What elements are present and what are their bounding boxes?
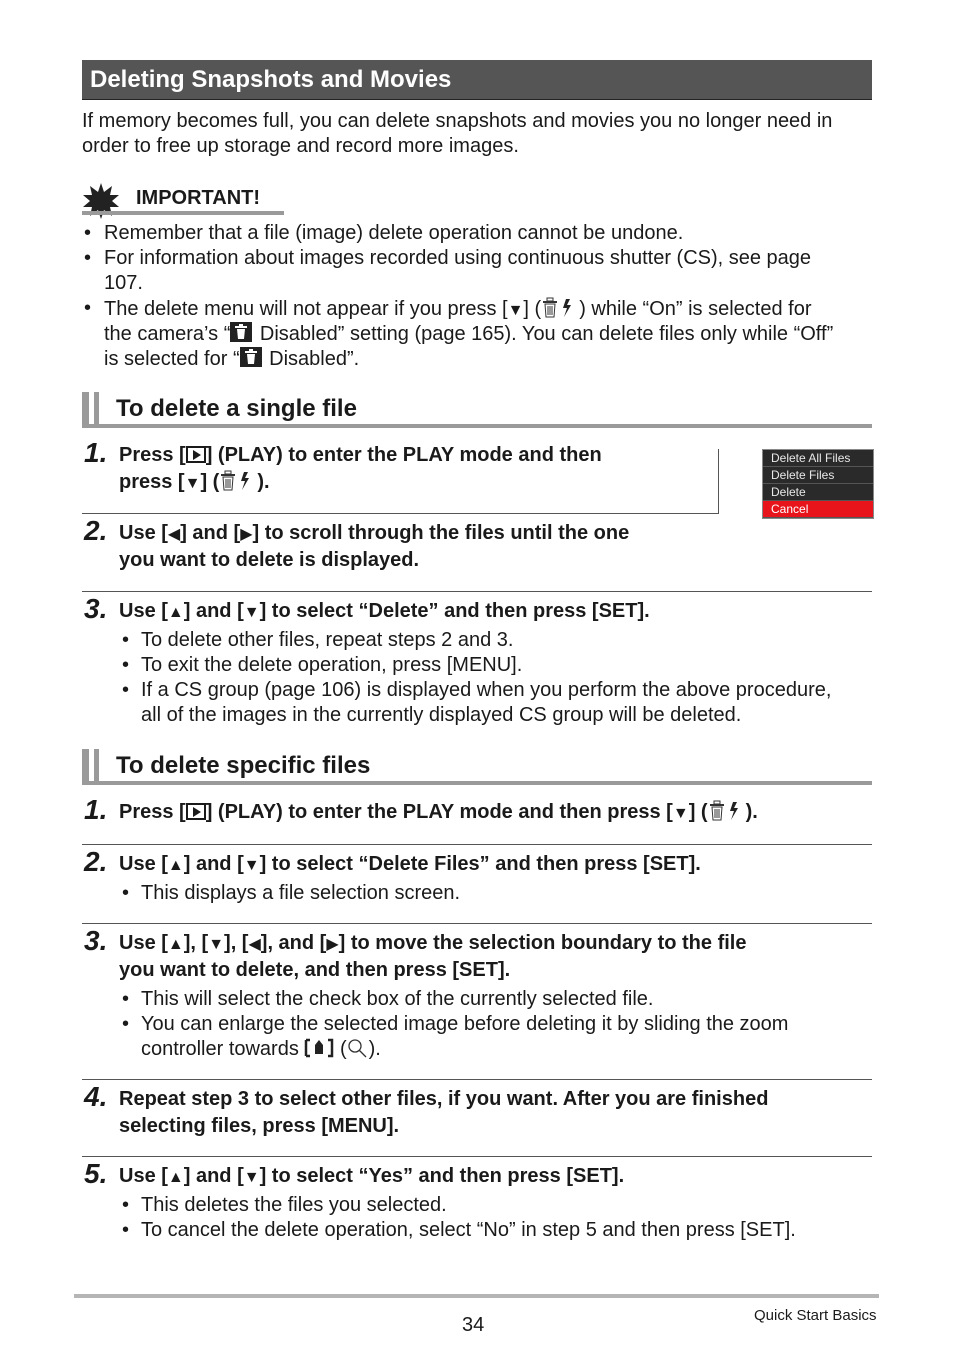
bullet-dot: • [122, 629, 130, 651]
step-number: 2. [84, 515, 108, 546]
spec-step-2: Use [▲] and [▼] to select “Delete Files” and then press [SET]. [119, 853, 701, 875]
down-arrow-icon: ▼ [208, 936, 225, 953]
step-2-line-1: Use [◀] and [▶] to scroll through the files until the one [119, 522, 630, 544]
step-3-line-1: Use [▲] and [▼] to select “Delete” and then press [SET]. [119, 600, 650, 622]
step-3-bullet-3-line-1: If a CS group (page 106) is displayed when you perform the above procedure, [141, 679, 832, 701]
up-arrow-icon: ▲ [167, 1169, 184, 1186]
intro-line-1: If memory becomes full, you can delete snapshots and movies you no longer need in [82, 110, 833, 132]
step-number: 3. [84, 593, 108, 624]
left-arrow-icon: ◀ [248, 936, 261, 953]
spec-step-3-line-1: Use [▲], [▼], [◀], and [▶] to move the selection boundary to the file [119, 932, 747, 954]
footer-section-name: Quick Start Basics [754, 1307, 877, 1324]
important-label: IMPORTANT! [136, 187, 261, 209]
delete-disabled-icon [240, 346, 264, 368]
step-divider [82, 513, 719, 514]
menu-item-delete-all: Delete All Files [763, 450, 873, 467]
delete-disabled-icon [230, 321, 254, 343]
step-2-line-2: you want to delete is displayed. [119, 549, 420, 571]
bullet-dot: • [122, 988, 130, 1010]
spec-step-5: Use [▲] and [▼] to select “Yes” and then press [SET]. [119, 1165, 625, 1187]
trash-flash-icon [219, 469, 257, 491]
step-number: 4. [84, 1081, 108, 1112]
bullet-dot: • [84, 247, 92, 269]
bullet-dot: • [122, 654, 130, 676]
step-3-bullet-2: To exit the delete operation, press [MENU]. [141, 654, 523, 676]
important-bullet-3-line-2: the camera’s “ Disabled” setting (page 165). You can delete files only while “Off” [104, 323, 834, 345]
spec-step-3-bullet-2-line-2: controller towards ( ). [141, 1038, 381, 1060]
important-bullet-3-line-1: The delete menu will not appear if you press [▼] ( ) while “On” is selected for [104, 298, 812, 320]
important-bullet-2-line-1: For information about images recorded using continuous shutter (CS), see page [104, 247, 812, 269]
spec-step-4-line-1: Repeat step 3 to select other files, if you want. After you are finished [119, 1088, 769, 1110]
section-title: To delete a single file [116, 395, 357, 422]
section-heading-single [82, 392, 872, 428]
step-divider [718, 449, 719, 513]
bullet-dot: • [122, 679, 130, 701]
delete-menu-screenshot [762, 449, 874, 519]
bullet-dot: • [84, 222, 92, 244]
trash-flash-icon [708, 799, 746, 821]
step-number: 1. [84, 794, 108, 825]
important-bullet-3-line-3: is selected for “ Disabled”. [104, 348, 360, 370]
important-bullet-2-line-2: 107. [104, 272, 143, 294]
down-arrow-icon: ▼ [672, 805, 689, 822]
step-divider [82, 1079, 872, 1080]
step-3-bullet-3-line-2: all of the images in the currently displayed CS group will be deleted. [141, 704, 742, 726]
step-divider [82, 591, 872, 592]
left-arrow-icon: ◀ [167, 526, 181, 543]
down-arrow-icon: ▼ [243, 857, 260, 874]
right-arrow-icon: ▶ [240, 526, 253, 543]
spec-step-5-bullet-2: To cancel the delete operation, select “No” in step 5 and then press [SET]. [141, 1219, 796, 1241]
spec-step-3-bullet-2-line-1: You can enlarge the selected image before deleting it by sliding the zoom [141, 1013, 789, 1035]
step-1-line-2: press [▼] ( ). [119, 471, 270, 493]
step-1-line-1: Press [ ] (PLAY) to enter the PLAY mode and then [119, 444, 602, 466]
section-heading-specific [82, 749, 872, 785]
bullet-dot: • [84, 297, 92, 319]
step-3-bullet-1: To delete other files, repeat steps 2 and 3. [141, 629, 514, 651]
play-button-icon [186, 803, 206, 820]
spec-step-5-bullet-1: This deletes the files you selected. [141, 1194, 447, 1216]
spec-step-2-bullet: This displays a file selection screen. [141, 882, 461, 904]
spec-step-3-line-2: you want to delete, and then press [SET]. [119, 959, 511, 981]
page-title: Deleting Snapshots and Movies [90, 66, 452, 93]
step-number: 1. [84, 437, 108, 468]
down-arrow-icon: ▼ [243, 1169, 260, 1186]
important-bullet-1: Remember that a file (image) delete operation cannot be undone. [104, 222, 684, 244]
down-arrow-icon: ▼ [507, 302, 524, 319]
bullet-dot: • [122, 1194, 130, 1216]
down-arrow-icon: ▼ [243, 604, 260, 621]
up-arrow-icon: ▲ [167, 936, 184, 953]
play-button-icon [186, 446, 206, 463]
spec-step-4-line-2: selecting files, press [MENU]. [119, 1115, 400, 1137]
spec-step-3-bullet-1: This will select the check box of the currently selected file. [141, 988, 654, 1010]
step-number: 3. [84, 925, 108, 956]
bullet-dot: • [122, 1013, 130, 1035]
step-divider [82, 1156, 872, 1157]
important-underline [82, 211, 284, 215]
bullet-dot: • [122, 1219, 130, 1241]
page-title-bar [82, 60, 872, 100]
footer-rule [74, 1294, 879, 1298]
menu-item-delete: Delete [763, 484, 873, 501]
right-arrow-icon: ▶ [326, 936, 339, 953]
menu-item-cancel: Cancel [763, 501, 873, 518]
step-number: 2. [84, 846, 108, 877]
up-arrow-icon: ▲ [167, 857, 184, 874]
step-divider [82, 844, 872, 845]
trash-flash-icon [541, 296, 579, 318]
step-divider [82, 923, 872, 924]
spec-step-1: Press [ ] (PLAY) to enter the PLAY mode and then press [▼] ( ). [119, 801, 758, 823]
zoom-tele-icon [304, 1038, 334, 1058]
step-number: 5. [84, 1158, 108, 1189]
bullet-dot: • [122, 882, 130, 904]
page-number: 34 [462, 1314, 485, 1336]
section-title: To delete specific files [116, 752, 371, 779]
intro-line-2: order to free up storage and record more images. [82, 135, 519, 157]
magnifier-icon [347, 1038, 369, 1058]
menu-item-delete-files: Delete Files [763, 467, 873, 484]
up-arrow-icon: ▲ [167, 604, 184, 621]
down-arrow-icon: ▼ [184, 475, 201, 492]
